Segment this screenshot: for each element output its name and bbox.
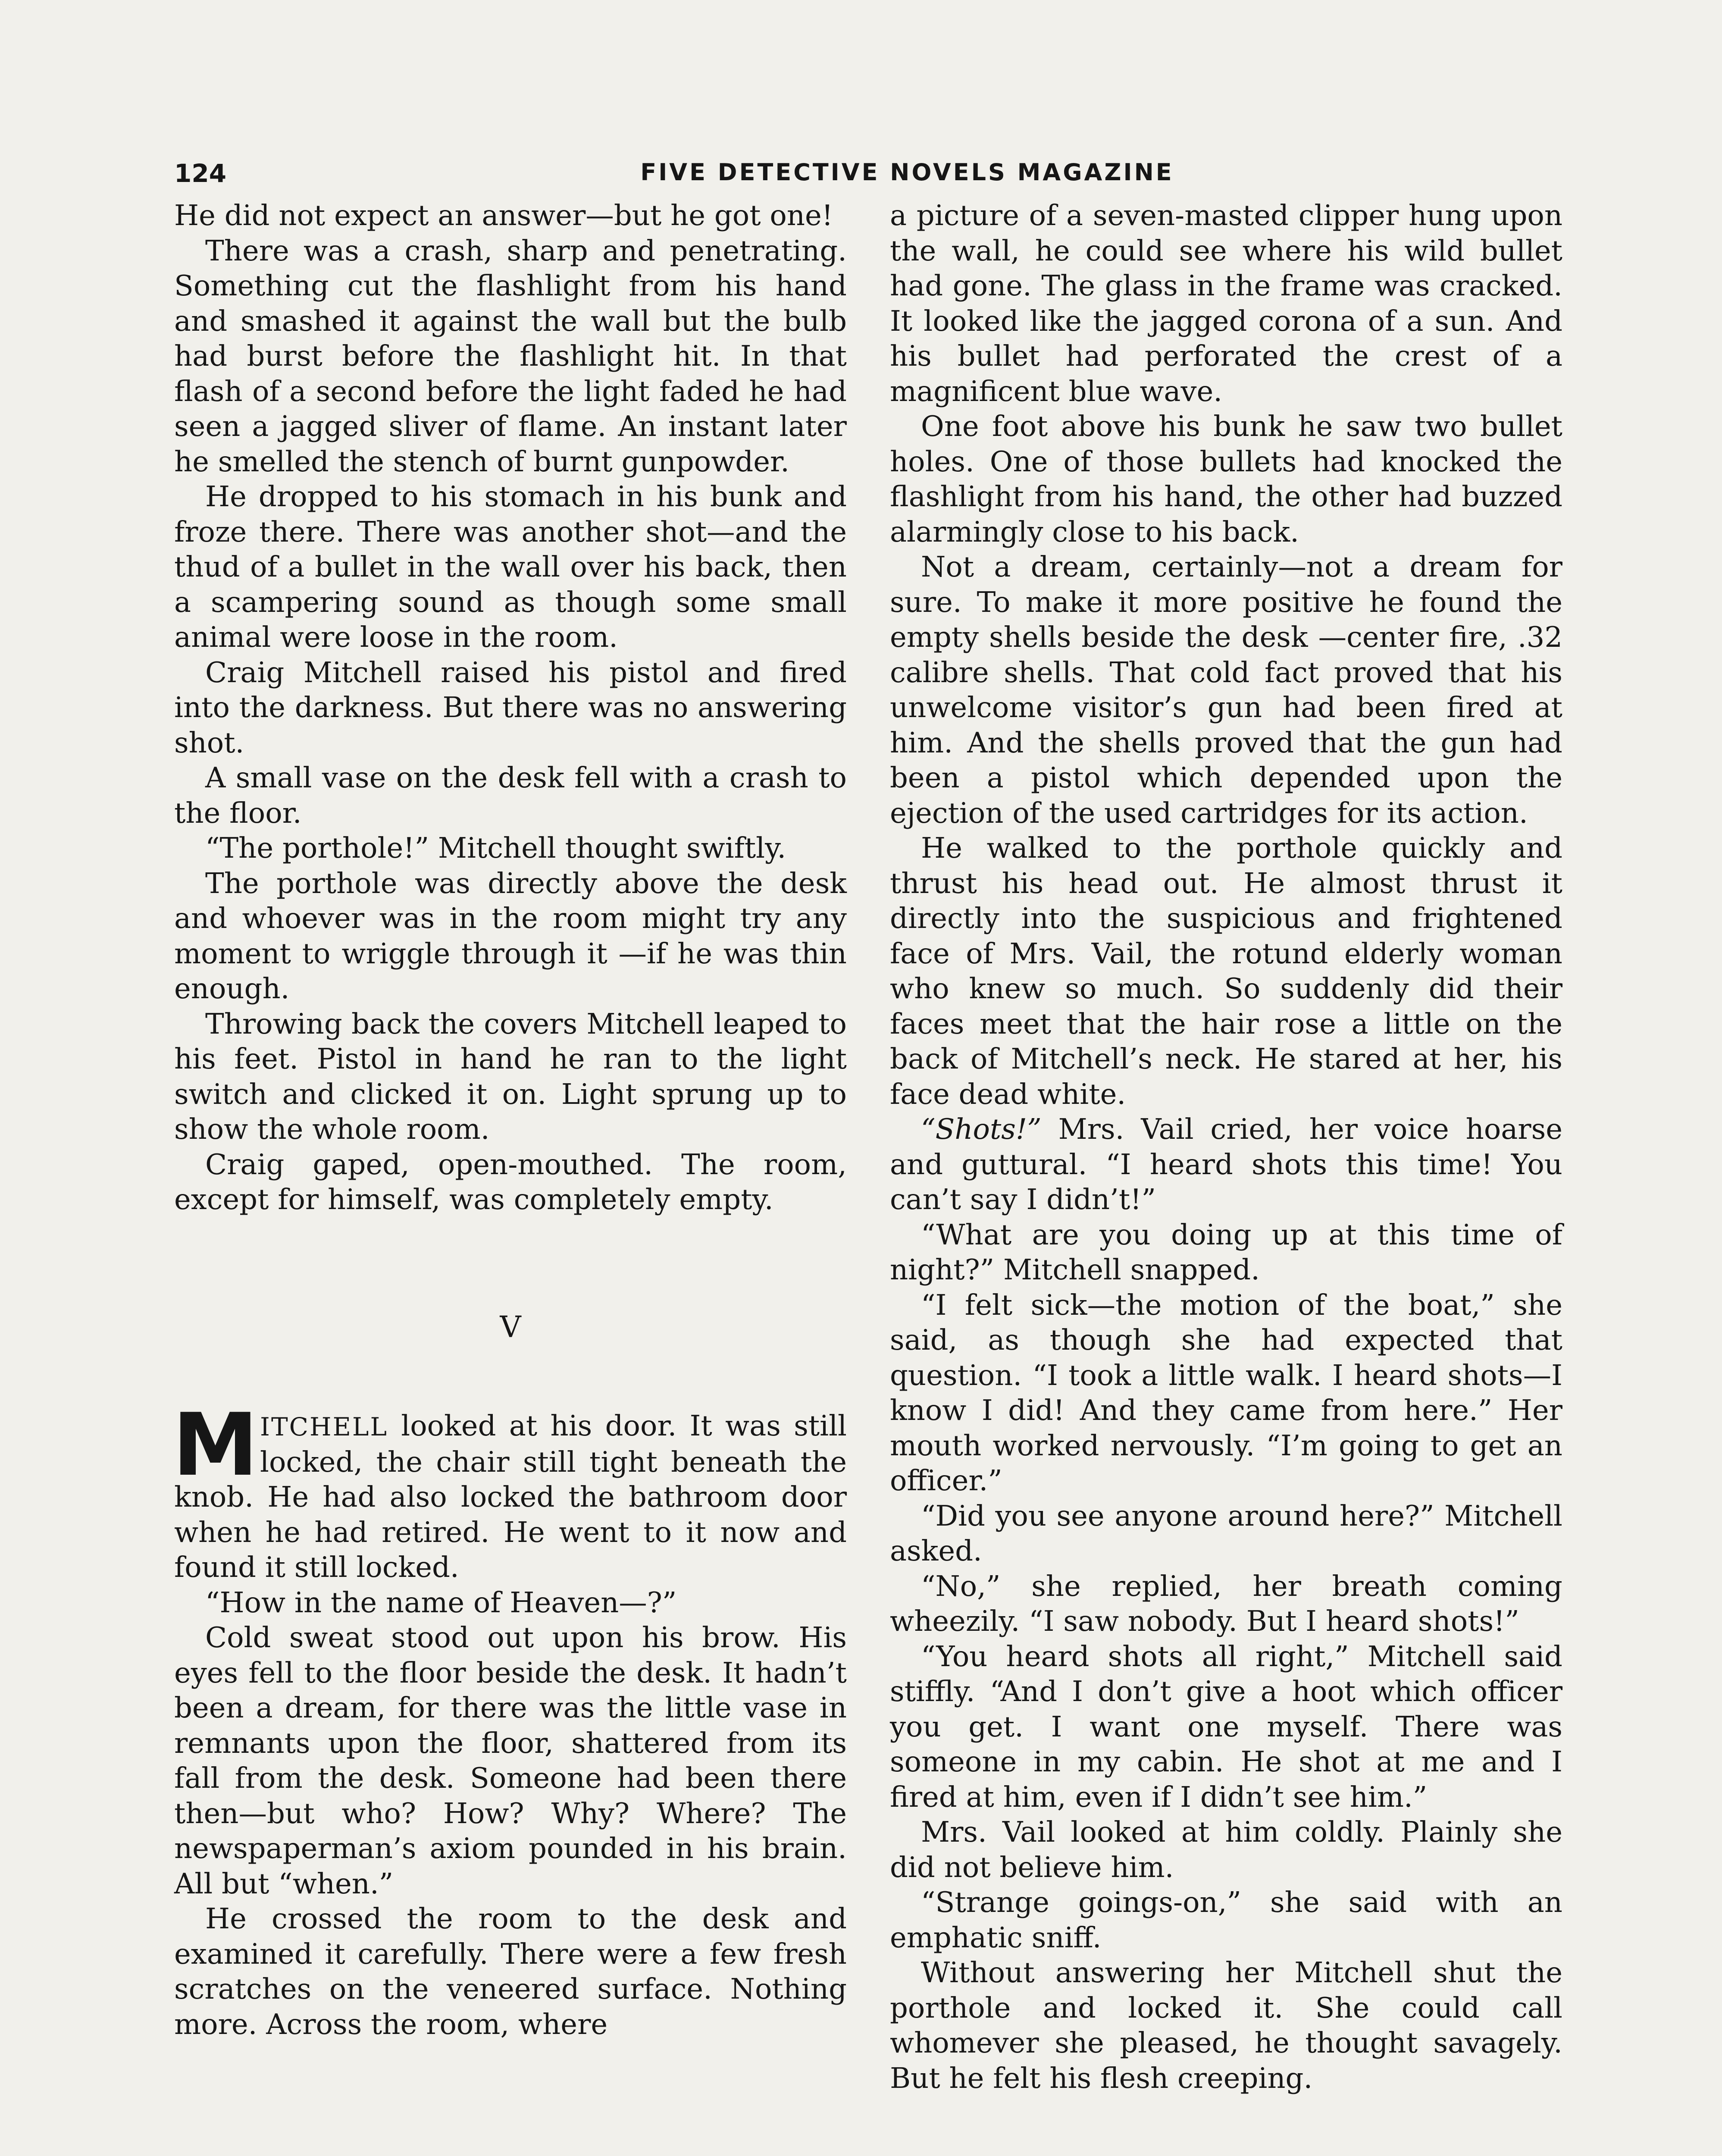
- paragraph: The porthole was directly above the desk and whoever was in the room might try any moment to wriggle through it —if he was thin enough.: [174, 867, 847, 1005]
- paragraph: “I felt sick—the motion of the boat,” she said, as though she had expected that question. “I took a little walk. I heard shots—I know I did! And they came from here.” Her mouth worked nervously. “I’m going to get an officer.”: [890, 1288, 1562, 1497]
- paragraph: Throwing back the covers Mitchell leaped to his feet. Pistol in hand he ran to the light switch and clicked it on. Light sprung up to show the whole room.: [174, 1007, 847, 1146]
- paragraph: [890, 1112, 1562, 1218]
- paragraph: Without answering her Mitchell shut the porthole and locked it. She could call whomever she pleased, he thought savagely. But he felt his flesh creeping.: [890, 1956, 1562, 2095]
- paragraph: He crossed the room to the desk and examined it carefully. There were a few fresh scratches on the veneered surface. Nothing more. Across the room, where: [174, 1902, 847, 2041]
- shots-text: Mrs. Vail cried, her voice hoarse and guttural. “I heard shots this time! You can’t say I didn’t!”: [890, 1113, 1562, 1216]
- paragraph: Cold sweat stood out upon his brow. His eyes fell to the floor beside the desk. It hadn’t been a dream, for there was the little vase in remnants upon the floor, shattered from its fall from the desk. Someone had been there then—but who? How? Why? Where? The newspaperman’s axiom pounded in his brain. All but “when.”: [174, 1621, 847, 1900]
- paragraph: “Strange goings-on,” she said with an emphatic sniff.: [890, 1886, 1562, 1954]
- magazine-title: FIVE DETECTIVE NOVELS MAGAZINE: [640, 159, 1174, 186]
- paragraph: “The porthole!” Mitchell thought swiftly.: [205, 832, 786, 865]
- paragraph: “How in the name of Heaven—?”: [205, 1586, 677, 1619]
- paragraph: He walked to the porthole quickly and thrust his head out. He almost thrust it directly into the suspicious and frightened face of Mrs. Vail, the rotund elderly woman who knew so much. So suddenly did their faces meet that the hair rose a little on the back of Mitchell’s neck. He stared at her, his face dead white.: [890, 832, 1562, 1111]
- left-column: [174, 198, 847, 2042]
- chapter-first-text: looked at his door. It was still locked, the chair still tight beneath the knob. He had also locked the bathroom door when he had retired. He went to it now and found it still locked.: [174, 1410, 847, 1584]
- paragraph: One foot above his bunk he saw two bullet holes. One of those bullets had knocked the flashlight from his hand, the other had buzzed alarmingly close to his back.: [890, 410, 1562, 548]
- paragraph: “No,” she replied, her breath coming wheezily. “I saw nobody. But I heard shots!”: [890, 1570, 1562, 1638]
- drop-cap: M: [172, 1395, 256, 1495]
- paragraph: There was a crash, sharp and penetrating. Something cut the flashlight from his hand and smashed it against the wall but the bulb had burst before the flashlight hit. In that flash of a second before the light faded he had seen a jagged sliver of flame. An instant later he smelled the stench of burnt gunpowder.: [174, 234, 847, 478]
- paragraph: He dropped to his stomach in his bunk and froze there. There was another shot—and the thud of a bullet in the wall over his back, then a scampering sound as though some small animal were loose in the room.: [174, 480, 847, 654]
- paragraph: “You heard shots all right,” Mitchell said stiffly. “And I don’t give a hoot which officer you get. I want one myself. There was someone in my cabin. He shot at me and I fired at him, even if I didn’t see him.”: [890, 1640, 1562, 1814]
- chapter-first-word: ITCHELL: [260, 1412, 388, 1442]
- paragraph: A small vase on the desk fell with a crash to the floor.: [174, 761, 847, 830]
- paragraph: Mrs. Vail looked at him coldly. Plainly she did not believe him.: [890, 1816, 1562, 1884]
- chapter-heading: V: [500, 1310, 521, 1344]
- chapter-opening-paragraph: [172, 1395, 847, 1586]
- page-number: 124: [174, 159, 227, 188]
- right-column: [890, 198, 1562, 2096]
- paragraph: a picture of a seven-masted clipper hung upon the wall, he could see where his wild bullet had gone. The glass in the frame was cracked. It looked like the jagged corona of a sun. And his bullet had perforated the crest of a magnificent blue wave.: [890, 199, 1562, 408]
- paragraph: “Did you see anyone around here?” Mitchell asked.: [890, 1499, 1562, 1567]
- paragraph: Craig gaped, open-mouthed. The room, except for himself, was completely empty.: [174, 1148, 847, 1216]
- paragraph: Not a dream, certainly—not a dream for sure. To make it more positive he found the empty shells beside the desk —center fire, .32 calibre shells. That cold fact proved that his unwelcome visitor’s gun had been fired at him. And the shells proved that the gun had been a pistol which depended upon the ejection of the used cartridges for its action.: [890, 551, 1562, 830]
- paragraph: Craig Mitchell raised his pistol and fired into the darkness. But there was no answering shot.: [174, 656, 847, 759]
- shots-exclamation: “Shots!”: [921, 1113, 1042, 1146]
- paragraph: He did not expect an answer—but he got one!: [174, 199, 833, 232]
- page-header: [174, 159, 1562, 193]
- paragraph: “What are you doing up at this time of night?” Mitchell snapped.: [890, 1218, 1562, 1286]
